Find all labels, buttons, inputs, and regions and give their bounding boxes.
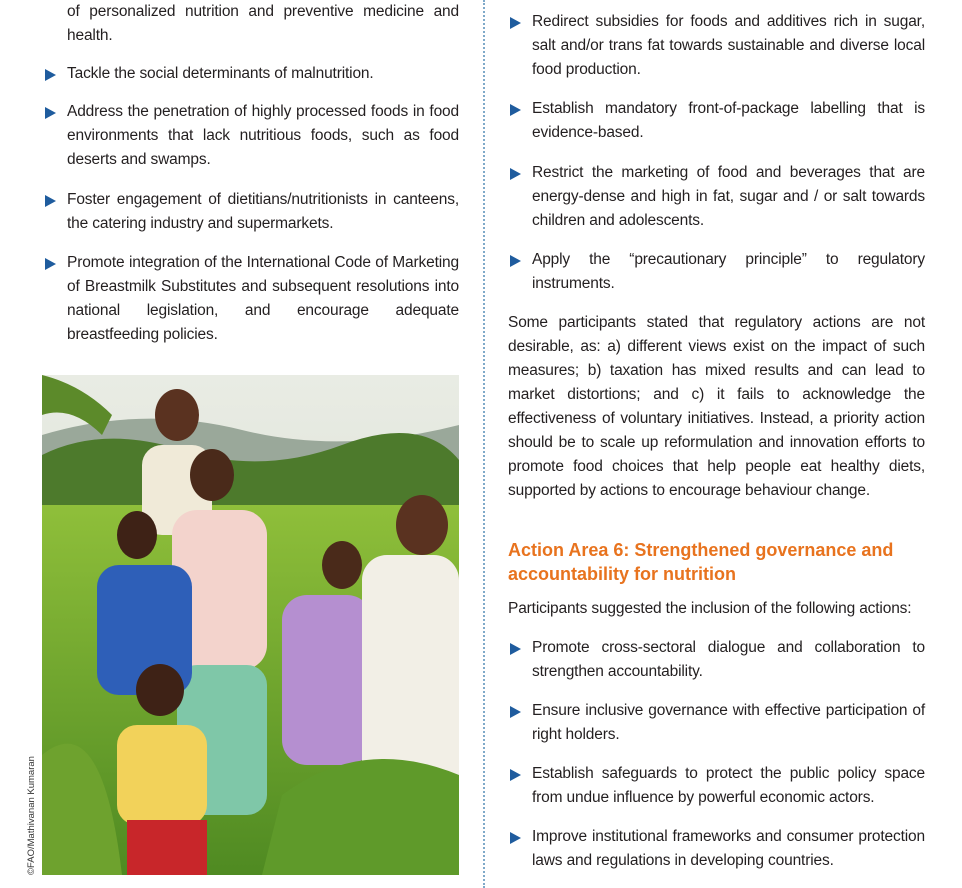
list-item — [532, 825, 925, 873]
list-item-text: Address the penetration of highly processed foods in food environments that lack nutritious foods, such as food deserts and swamps. — [67, 103, 459, 168]
list-item-text: Apply the “precautionary principle” to regulatory instruments. — [532, 251, 925, 292]
list-item — [532, 10, 925, 82]
list-item — [532, 762, 925, 810]
triangle-bullet-icon — [510, 832, 521, 844]
list-item — [67, 188, 459, 236]
photo-credit: ©FAO/Mathivanan Kumaran — [26, 756, 37, 875]
triangle-bullet-icon — [510, 255, 521, 267]
list-item-text: Tackle the social determinants of malnutrition. — [67, 65, 374, 82]
triangle-bullet-icon — [510, 769, 521, 781]
section-heading: Action Area 6: Strengthened governance and accountability for nutrition — [508, 540, 894, 584]
list-item — [532, 699, 925, 747]
triangle-bullet-icon — [510, 168, 521, 180]
triangle-bullet-icon — [510, 643, 521, 655]
list-item-text: Establish safeguards to protect the public policy space from undue influence by powerful economic actors. — [532, 765, 925, 806]
triangle-bullet-icon — [510, 104, 521, 116]
continued-bullet-text: of personalized nutrition and preventive medicine and health. — [67, 3, 459, 44]
triangle-bullet-icon — [45, 195, 56, 207]
triangle-bullet-icon — [45, 258, 56, 270]
list-item-text: Promote cross-sectoral dialogue and collaboration to strengthen accountability. — [532, 639, 925, 680]
column-divider — [483, 0, 485, 888]
list-item — [67, 251, 459, 347]
triangle-bullet-icon — [45, 69, 56, 81]
triangle-bullet-icon — [510, 17, 521, 29]
list-item-text: Ensure inclusive governance with effective participation of right holders. — [532, 702, 925, 743]
list-item-text: Foster engagement of dietitians/nutritionists in canteens, the catering industry and supermarkets. — [67, 191, 459, 232]
triangle-bullet-icon — [510, 706, 521, 718]
list-item — [67, 100, 459, 172]
triangle-bullet-icon — [45, 107, 56, 119]
list-item-text: Establish mandatory front-of-package labelling that is evidence-based. — [532, 100, 925, 141]
list-item — [532, 248, 925, 296]
intro-text: Participants suggested the inclusion of the following actions: — [508, 600, 912, 617]
list-item — [532, 636, 925, 684]
list-item-text: Promote integration of the International Code of Marketing of Breastmilk Substitutes and subsequent resolutions into national legislation, and encourage adequate breastfeeding policies. — [67, 254, 459, 343]
body-paragraph: Some participants stated that regulatory actions are not desirable, as: a) different views exist on the impact of such measures; b) taxation has mixed results and can lead to market distortions; and c) it fails to acknowledge the effectiveness of voluntary initiatives. Instead, a priority action should be to scale up reformulation and innovation efforts to promote food choices that help people eat healthy diets, supported by actions to encourage behaviour change. — [508, 314, 925, 499]
list-item-text: Improve institutional frameworks and consumer protection laws and regulations in developing countries. — [532, 828, 925, 869]
list-item — [67, 62, 459, 86]
list-item — [532, 161, 925, 233]
list-item — [532, 97, 925, 145]
family-rice-field-photo — [42, 375, 459, 875]
list-item-text: Redirect subsidies for foods and additives rich in sugar, salt and/or trans fat towards sustainable and diverse local food production. — [532, 13, 925, 78]
list-item-text: Restrict the marketing of food and beverages that are energy-dense and high in fat, sugar and / or salt towards children and adolescents. — [532, 164, 925, 229]
